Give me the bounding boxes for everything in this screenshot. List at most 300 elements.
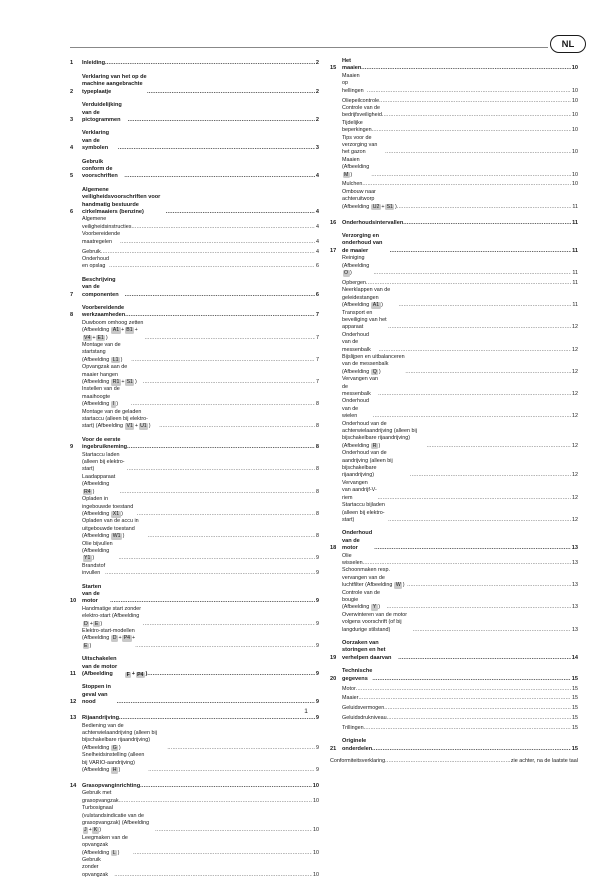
sub-entry-label: Olie wisselen	[342, 552, 363, 566]
dot-leader	[118, 145, 315, 152]
chapter-number: 16	[330, 219, 337, 226]
chapter-number: 9	[70, 444, 74, 451]
toc-sub-entry[interactable]	[330, 723, 578, 733]
sub-entry-text	[342, 567, 407, 589]
toc-sub-entry[interactable]	[330, 310, 578, 332]
dot-leader	[361, 65, 570, 72]
page-ref: 9	[315, 715, 319, 722]
chapter-number: 12	[70, 699, 77, 706]
language-badge: NL	[550, 35, 586, 53]
toc-sub-entry[interactable]	[70, 409, 319, 431]
chapter-number: 20	[330, 675, 337, 682]
toc-sub-entry[interactable]	[330, 179, 578, 189]
toc-chapter-entry[interactable]	[70, 584, 319, 606]
chapter-title: Verklaring van het op de machine aangebrachte typeplaatje	[82, 73, 147, 95]
toc-sub-entry[interactable]	[330, 354, 578, 376]
dot-leader	[127, 444, 315, 451]
figure-ref-tag: A1	[112, 327, 120, 334]
page-ref: 8	[316, 533, 319, 540]
toc-section	[70, 74, 319, 96]
page-ref: 7	[315, 312, 319, 319]
sub-entry-text	[342, 695, 358, 702]
figure-ref-tag: E	[84, 642, 88, 649]
dot-leader	[120, 489, 315, 496]
toc-section	[70, 684, 319, 706]
sub-entry-text	[342, 120, 372, 135]
page-ref: 8	[316, 488, 319, 495]
toc-sub-entry[interactable]	[330, 693, 578, 703]
toc-section	[70, 130, 319, 152]
chapter-number: 1	[70, 60, 74, 67]
page-ref: 15	[571, 745, 578, 752]
sub-entry-label: Startaccu bijladen (alleen bij elektro-start)	[342, 502, 385, 523]
chapter-title: Onderhoudsintervallen	[342, 219, 404, 226]
chapter-title: Starten van de motor	[82, 583, 102, 605]
toc-chapter-entry[interactable]	[70, 780, 319, 790]
figure-ref-tag: U1	[140, 423, 147, 430]
page-ref: 11	[572, 279, 578, 286]
sub-entry-label: Laadapparaat (Afbeelding	[82, 473, 116, 488]
toc-chapter-entry[interactable]	[70, 277, 319, 299]
dot-leader	[372, 676, 570, 683]
page-ref: 6	[316, 263, 319, 270]
page-ref: 9	[316, 744, 319, 751]
sub-entry-label: Olie bijvullen (Afbeelding	[82, 540, 113, 554]
toc-sub-entry[interactable]	[70, 216, 319, 231]
sub-entry-text	[82, 409, 159, 431]
toc-sub-entry[interactable]	[70, 835, 319, 857]
dot-leader	[147, 671, 315, 678]
sub-entry-label: Opbergen	[342, 279, 366, 286]
dot-leader	[372, 127, 571, 134]
page-ref: 10	[313, 827, 319, 834]
chapter-title: Het maaien	[342, 58, 362, 72]
toc-sub-entry[interactable]	[330, 567, 578, 589]
toc-sub-entry[interactable]	[70, 246, 319, 256]
chapter-title: Originele onderdelen	[342, 738, 373, 752]
sub-entry-label: Controle van de bedrijfsveiligheid	[342, 104, 382, 119]
toc-sub-entry[interactable]	[330, 105, 578, 120]
sub-entry-label: Gebruik	[82, 248, 101, 255]
page-ref: 2	[315, 88, 319, 95]
toc-sub-entry[interactable]	[70, 857, 319, 879]
page-ref: 8	[315, 444, 319, 451]
chapter-title: Verduidelijking van de pictogrammen	[82, 102, 122, 123]
toc-sub-entry[interactable]	[330, 157, 578, 179]
toc-chapter-entry[interactable]	[330, 217, 578, 227]
sub-entry-label: Turbosignaal (vulstandsindicatie van de grasopvangzak) (Afbeelding	[82, 805, 150, 826]
page-ref: 4	[315, 173, 319, 180]
page-ref: 13	[572, 559, 578, 566]
chapter-number: 3	[70, 116, 74, 123]
sub-entry-label-end: )	[100, 620, 103, 627]
chapter-number: 14	[70, 782, 77, 789]
figure-ref-tag: K	[93, 827, 98, 834]
chapter-title: Uitschakelen van de motor (Afbeelding	[82, 656, 118, 678]
toc-sub-entry[interactable]	[330, 376, 578, 398]
toc-chapter-entry[interactable]	[330, 58, 578, 73]
chapter-title: Voorbereidende werkzaamheden	[82, 304, 126, 319]
dot-leader	[148, 767, 315, 774]
page-ref: 9	[316, 555, 319, 562]
dot-leader	[145, 335, 316, 342]
sub-entry-label: Onderhoud van de wielen	[342, 398, 369, 420]
sub-entry-label: Onderhoud van de achterwielaandrijving (alleen bij bijschakelbare rijaandrijving) (Afbeelding	[342, 420, 417, 449]
toc-sub-entry[interactable]	[70, 563, 319, 578]
page-ref: 12	[572, 494, 578, 501]
toc-chapter-entry[interactable]	[70, 74, 319, 96]
sub-entry-text	[342, 450, 410, 480]
sub-entry-label: Startaccu laden (alleen bij elektro-start)	[82, 451, 125, 473]
sub-entry-label-end: )	[105, 334, 108, 341]
toc-section	[330, 640, 578, 662]
figure-ref-tag: G	[112, 744, 117, 751]
toc-sub-entry[interactable]	[330, 189, 578, 211]
dot-leader	[128, 117, 315, 124]
sub-entry-label: Trillingen	[342, 725, 364, 732]
dot-leader	[125, 312, 315, 319]
page-ref: 10	[313, 871, 319, 878]
sub-entry-label: Onderhoud van de messenbalk	[342, 331, 371, 353]
sub-entry-text	[342, 725, 364, 732]
page-ref: 4	[316, 248, 319, 255]
dot-leader	[147, 89, 315, 96]
toc-sub-entry[interactable]	[330, 287, 578, 309]
sub-entry-label-end: )	[350, 171, 353, 178]
chapter-number: 8	[70, 312, 74, 319]
page-ref: 12	[572, 442, 578, 449]
toc-sub-entry[interactable]	[330, 73, 578, 95]
dot-leader	[135, 643, 315, 650]
sub-entry-text	[82, 805, 155, 835]
sub-entry-label-end: )	[92, 488, 95, 495]
toc-sub-entry[interactable]	[70, 790, 319, 805]
sub-entry-label-end: )	[122, 533, 125, 540]
page-ref: 10	[313, 849, 319, 856]
page-ref: 12	[572, 472, 578, 479]
page-ref: 15	[572, 705, 578, 712]
toc-sub-entry[interactable]	[70, 452, 319, 474]
sub-entry-label-end: )	[378, 442, 381, 449]
page-ref: 15	[572, 715, 578, 722]
figure-ref-tag: M	[344, 171, 349, 178]
page-ref: 14	[571, 654, 578, 661]
toc-sub-entry[interactable]	[70, 386, 319, 408]
figure-ref-tag: J	[84, 827, 87, 834]
dot-leader	[373, 413, 571, 420]
figure-ref-tag: P4	[123, 635, 131, 642]
sub-entry-label: Onderhoud van de aandrijving (alleen bij bijschakelbare rijaandrijving)	[342, 450, 393, 479]
page-ref: 10	[572, 181, 578, 188]
sub-entry-label: Handmatige start zonder elektro-start (Afbeelding	[82, 605, 142, 620]
tag-separator: +	[381, 203, 385, 210]
dot-leader	[373, 270, 571, 277]
toc-sub-entry[interactable]	[330, 95, 578, 105]
figure-ref-tag: L	[112, 849, 116, 856]
sub-entry-text	[342, 686, 356, 693]
sub-entry-text	[82, 857, 114, 879]
dot-leader	[117, 699, 315, 706]
toc-sub-entry[interactable]	[70, 256, 319, 271]
sub-entry-text	[82, 231, 120, 246]
page-ref: 11	[572, 302, 578, 309]
toc-chapter-entry[interactable]	[70, 130, 319, 152]
chapter-number: 17	[330, 247, 337, 254]
toc-chapter-entry[interactable]	[70, 187, 319, 217]
toc-sub-entry[interactable]	[70, 496, 319, 518]
figure-ref-tag: L1	[112, 356, 119, 363]
chapter-title: Beschrijving van de componenten	[82, 276, 119, 298]
dot-leader	[379, 347, 571, 354]
toc-section	[70, 159, 319, 181]
sub-entry-text	[82, 320, 145, 342]
figure-ref-tag: E	[94, 620, 99, 627]
page-ref: 12	[572, 413, 578, 420]
dot-leader	[427, 443, 571, 450]
page-ref: 8	[316, 466, 319, 473]
toc-chapter-entry[interactable]	[70, 305, 319, 320]
chapter-title: Stoppen in geval van nood	[82, 684, 111, 706]
toc-sub-entry[interactable]	[330, 502, 578, 524]
toc-sub-entry[interactable]	[330, 332, 578, 354]
page-ref: 11	[572, 219, 578, 226]
figure-ref-tag: O	[344, 270, 349, 277]
sub-entry-label: Montage van de startstang (Afbeelding	[82, 341, 121, 363]
sub-entry-label: Opvangzak aan de maaier hangen (Afbeelding	[82, 364, 128, 385]
chapter-number: 11	[70, 671, 76, 678]
dot-leader	[387, 604, 571, 611]
page-ref: 7	[316, 379, 319, 385]
dot-leader	[374, 545, 571, 552]
sub-entry-label: Duwboom omhoog zetten (Afbeelding	[82, 319, 144, 334]
toc-sub-entry[interactable]	[70, 541, 319, 563]
sub-entry-label: Onderhoud en opslag	[82, 255, 109, 270]
dot-leader	[387, 715, 571, 722]
dot-leader	[388, 324, 571, 331]
dot-leader	[131, 401, 315, 408]
sub-entry-text	[342, 135, 385, 157]
sub-entry-label: Vervangen van aandrijf-V-riem	[342, 479, 377, 501]
figure-ref-tag: D	[84, 620, 88, 627]
toc-chapter-entry[interactable]	[330, 233, 578, 255]
page-ref: 12	[572, 391, 578, 397]
chapter-title: Rijaandrijving	[82, 715, 119, 722]
sub-entry-text	[82, 790, 119, 805]
sub-entry-label: Voorbereidende maatregelen	[82, 231, 121, 245]
sub-entry-label: Instellen van de maaihoogte (Afbeelding	[82, 386, 120, 408]
toc-sub-entry[interactable]	[70, 752, 319, 774]
figure-ref-tag: S1	[386, 203, 393, 210]
toc-section	[330, 668, 578, 732]
conformity-entry[interactable]	[330, 755, 578, 765]
figure-ref-tag: Y	[372, 604, 377, 611]
toc-chapter-entry[interactable]	[70, 102, 319, 124]
toc-sub-entry[interactable]	[70, 231, 319, 246]
toc-section	[70, 437, 319, 578]
toc-section	[330, 58, 578, 211]
dot-leader	[133, 850, 312, 857]
tag-separator: +	[121, 327, 125, 334]
page-ref: 12	[572, 346, 578, 353]
page-ref: 10	[572, 149, 578, 156]
dot-leader	[362, 181, 571, 188]
dot-leader	[378, 391, 571, 398]
chapter-title: Voor de eerste ingebruikneming	[82, 436, 128, 451]
chapter-title-end: )	[145, 671, 148, 678]
chapter-number: 13	[70, 715, 77, 722]
toc-chapter-entry[interactable]	[330, 668, 578, 683]
dot-leader	[140, 783, 312, 790]
tag-separator: +	[121, 379, 125, 385]
dot-leader	[366, 280, 571, 287]
dot-leader	[413, 627, 571, 634]
page-ref: 4	[315, 208, 319, 215]
tag-separator: +	[132, 635, 136, 642]
sub-entry-label: Maaien (Afbeelding	[342, 156, 370, 171]
sub-entry-text	[342, 157, 371, 179]
toc-sub-entry[interactable]	[70, 320, 319, 342]
toc-chapter-entry[interactable]	[70, 437, 319, 452]
page-ref: 10	[571, 65, 578, 72]
sub-entry-label-end: )	[116, 401, 119, 408]
sub-entry-text	[342, 354, 405, 376]
figure-ref-tag: Q	[372, 368, 377, 375]
dot-leader	[364, 725, 571, 732]
toc-sub-entry[interactable]	[70, 364, 319, 386]
toc-sub-entry[interactable]	[330, 255, 578, 277]
sub-entry-text	[82, 723, 167, 753]
page-ref: 10	[572, 171, 578, 178]
toc-chapter-entry[interactable]	[70, 58, 319, 68]
dot-leader	[110, 598, 315, 605]
figure-ref-tag: R	[372, 442, 377, 449]
dot-leader	[363, 560, 571, 567]
figure-ref-tag: Y1	[84, 555, 91, 562]
toc-sub-entry[interactable]	[330, 398, 578, 420]
figure-ref-tag: A1	[372, 302, 380, 309]
toc-sub-entry[interactable]	[330, 612, 578, 634]
dot-leader	[143, 379, 315, 386]
sub-entry-label: Schoonmaken resp. vervangen van de luchtfilter (Afbeelding	[342, 567, 394, 589]
toc-sub-entry[interactable]	[330, 277, 578, 287]
page-ref: 9	[315, 598, 319, 605]
toc-sub-entry[interactable]	[330, 450, 578, 480]
sub-entry-label: Vervangen van de messenbalk	[342, 376, 378, 397]
chapter-title: Inleiding	[82, 60, 105, 67]
chapter-number: 4	[70, 145, 74, 152]
sub-entry-label: Gebruik zonder opvangzak	[82, 856, 109, 878]
page-ref: 4	[316, 238, 319, 245]
sub-entry-text	[342, 376, 378, 398]
toc-sub-entry[interactable]	[70, 805, 319, 835]
sub-entry-label: Mulchen	[342, 181, 363, 188]
toc-chapter-entry[interactable]	[70, 684, 319, 706]
toc-chapter-entry[interactable]	[330, 530, 578, 552]
toc-sub-entry[interactable]	[70, 628, 319, 650]
toc-section	[70, 584, 319, 651]
figure-ref-tag: S1	[126, 379, 133, 385]
sub-entry-label: Ombouw naar achteruitworp (Afbeelding	[342, 188, 376, 210]
page-ref: 8	[316, 510, 319, 517]
toc-chapter-entry[interactable]	[330, 738, 578, 753]
toc-chapter-entry[interactable]	[330, 640, 578, 662]
page-number: 1	[304, 708, 308, 715]
toc-sub-entry[interactable]	[330, 421, 578, 451]
toc-section	[330, 217, 578, 227]
sub-entry-text	[82, 835, 133, 857]
chapter-title: Algemene veiligheidsvoorschriften voor handmatig bestuurde cirkelmaaiers (benzine)	[82, 186, 161, 215]
sub-entry-text	[342, 73, 367, 95]
dot-leader	[131, 224, 315, 231]
sub-entry-label: Maaier	[342, 695, 359, 702]
figure-ref-tag: V1	[126, 423, 133, 430]
toc-sub-entry[interactable]	[70, 723, 319, 753]
page-ref: 2	[315, 60, 319, 67]
sub-entry-label-end: )	[381, 302, 383, 309]
page-ref: 13	[572, 626, 578, 633]
toc-sub-entry[interactable]	[330, 480, 578, 502]
toc-section	[70, 58, 319, 68]
page-ref: 10	[572, 97, 578, 104]
conformity-page: zie achter, na de laatste taal	[510, 757, 578, 764]
toc-sub-entry[interactable]	[330, 553, 578, 568]
sub-entry-label-end: )	[402, 582, 405, 589]
sub-entry-text	[82, 496, 137, 518]
toc-section	[70, 713, 319, 775]
chapter-title: Oorzaken van storingen en het verhelpen daarvan	[342, 640, 392, 661]
dot-leader	[105, 570, 315, 577]
sub-entry-text	[82, 606, 143, 628]
toc-sub-entry[interactable]	[70, 342, 319, 364]
dot-leader	[118, 555, 315, 562]
toc-sub-entry[interactable]	[70, 474, 319, 496]
page-ref: 9	[316, 642, 319, 649]
dot-leader	[385, 758, 510, 765]
toc-sub-entry[interactable]	[330, 683, 578, 693]
toc-sub-entry[interactable]	[330, 135, 578, 157]
sub-entry-label-end: )	[118, 766, 121, 773]
sub-entry-label: Oliepeilcontrole	[342, 97, 380, 104]
dot-leader	[148, 533, 315, 540]
sub-entry-label-end: )	[117, 849, 120, 856]
header-rule	[70, 47, 548, 48]
toc-chapter-entry[interactable]	[70, 159, 319, 181]
toc-chapter-entry[interactable]	[70, 656, 319, 678]
dot-leader	[105, 60, 315, 67]
chapter-number: 21	[330, 745, 337, 752]
toc-sub-entry[interactable]	[330, 590, 578, 612]
dot-leader	[119, 715, 315, 722]
sub-entry-label-end: )	[121, 510, 123, 517]
dot-leader	[143, 621, 315, 628]
figure-ref-tag: W1	[112, 533, 121, 540]
chapter-number: 19	[330, 654, 337, 661]
toc-sub-entry[interactable]	[330, 120, 578, 135]
toc-sub-entry[interactable]	[70, 606, 319, 628]
sub-entry-label: Bediening van de achterwielaandrijving (alleen bij bijschakelbare rijaandrijving) (Afbeelding	[82, 722, 157, 751]
sub-entry-text	[342, 98, 379, 105]
sub-entry-label: Overwinteren van de motor volgens voorschrift (of bij langdurige stilstand)	[342, 611, 408, 633]
sub-entry-text	[342, 105, 382, 120]
sub-entry-label: Brandstof invullen	[82, 562, 106, 577]
chapter-number: 5	[70, 173, 74, 180]
dot-leader	[124, 173, 315, 180]
toc-section	[330, 233, 578, 524]
dot-leader	[410, 472, 571, 479]
chapter-number: 15	[330, 65, 337, 72]
sub-entry-label: Geluidsdrukniveau	[342, 715, 387, 722]
toc-sub-entry[interactable]	[70, 518, 319, 540]
